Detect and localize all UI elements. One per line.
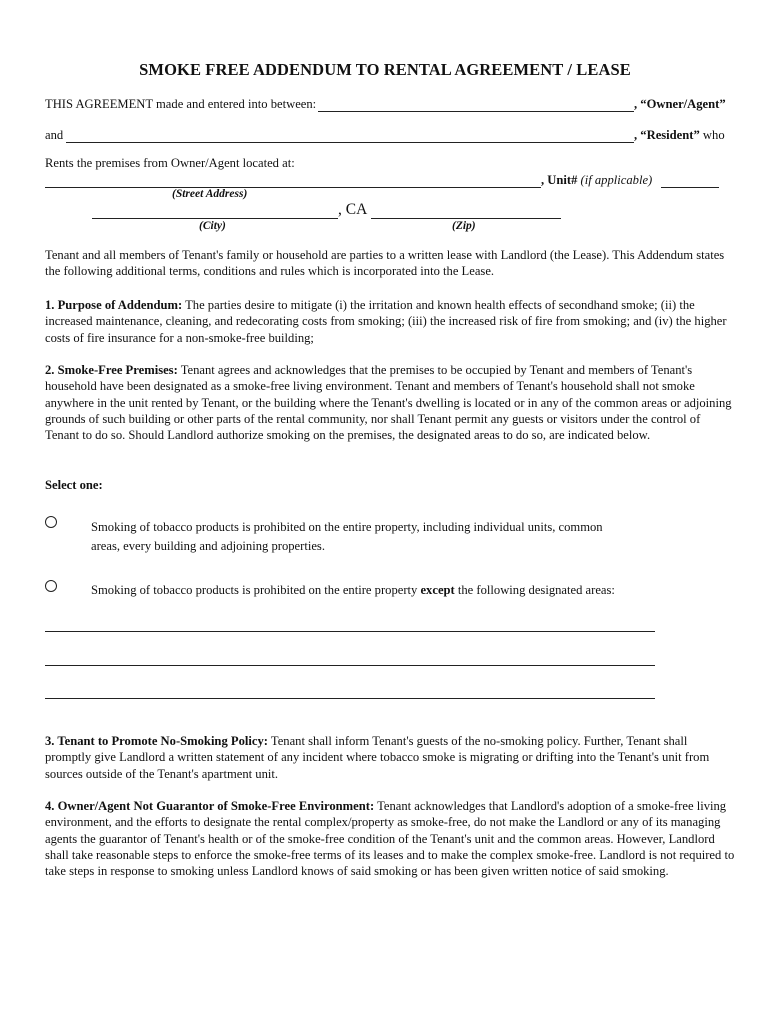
owner-agent-label: , “Owner/Agent” (634, 97, 726, 111)
unit-label-group (541, 173, 652, 188)
designated-area-field-2[interactable] (45, 651, 655, 666)
agreement-prefix: THIS AGREEMENT made and entered into between: (45, 97, 317, 111)
resident-label-group (634, 128, 725, 143)
unit-note: (if applicable) (580, 173, 653, 187)
select-one-label: Select one: (45, 478, 103, 492)
option2-emphasis: except (420, 583, 455, 597)
resident-suffix: who (699, 128, 725, 142)
option2-after: the following designated areas: (454, 583, 615, 597)
option1-line2: areas, every building and adjoining properties. (91, 539, 325, 553)
option2-before: Smoking of tobacco products is prohibited on the entire property (91, 583, 421, 597)
city-caption: (City) (199, 220, 226, 232)
and-prefix: and (45, 128, 64, 142)
premises-intro: Rents the premises from Owner/Agent located at: (45, 156, 295, 170)
section-no-smoking-policy (45, 733, 735, 782)
zip-caption: (Zip) (452, 220, 476, 232)
section-smoke-free-premises (45, 362, 735, 443)
option2-text (91, 583, 615, 598)
resident-label: , “Resident” (634, 128, 700, 142)
section4-heading: 4. Owner/Agent Not Guarantor of Smoke-Free Environment: (45, 799, 375, 813)
option1-radio[interactable] (45, 516, 57, 528)
section-purpose (45, 297, 735, 346)
resident-field[interactable] (66, 128, 634, 143)
zip-field[interactable] (371, 204, 561, 219)
section3-heading: 3. Tenant to Promote No-Smoking Policy: (45, 734, 268, 748)
document-title: SMOKE FREE ADDENDUM TO RENTAL AGREEMENT / LEASE (139, 60, 631, 79)
designated-area-field-1[interactable] (45, 617, 655, 632)
section3-text: Tenant shall inform Tenant's guests of the no-smoking policy. Further, Tenant shall promptly give Landlord a written statement of any incident where tobacco smoke is migrating or drifting into the Tenant's unit from sources outside of the Tenant's apartment unit. (45, 734, 710, 781)
section1-heading: 1. Purpose of Addendum: (45, 298, 183, 312)
city-field[interactable] (92, 204, 338, 219)
section4-text: Tenant acknowledges that Landlord's adoption of a smoke-free living environment, and the efforts to designate the rental complex/property as smoke-free, do not make the Landlord or any of its managing agents the guarantor of Tenant's health or of the smoke-free condition of the Tenant's unit and the common areas. However, Landlord shall take reasonable steps to enforce the smoke-free terms of its leases and to make the complex smoke-free. Landlord is not required to take steps in response to smoking unless Landlord knows of said smoking or has been given written notice of said smoking. (45, 799, 735, 879)
section-not-guarantor (45, 798, 735, 879)
section2-text: Tenant agrees and acknowledges that the premises to be occupied by Tenant and members of Tenant's household have been designated as a smoke-free living environment. Tenant and members of Tenant's household shall not smoke anywhere in the unit rented by Tenant, or the building where the Tenant's dwelling is located or in any of the common areas or adjoining grounds of such building or other parts of the rental community, nor shall Tenant permit any guests or visitors under the control of Tenant to do so. Should Landlord authorize smoking on the premises, the designated areas to do so, are indicated below. (45, 363, 732, 443)
owner-agent-field[interactable] (318, 97, 634, 112)
state-label: , CA (338, 201, 368, 218)
unit-number-field[interactable] (661, 173, 719, 188)
unit-label: , Unit# (541, 173, 578, 187)
intro-paragraph: Tenant and all members of Tenant's family or household are parties to a written lease with Landlord (the Lease). This Addendum states the following additional terms, conditions and rules which is incorporated into the Lease. (45, 248, 725, 279)
option2-radio[interactable] (45, 580, 57, 592)
street-address-field[interactable] (45, 173, 541, 188)
option1-line1: Smoking of tobacco products is prohibited on the entire property, including individual units, common (91, 520, 603, 534)
street-address-caption: (Street Address) (172, 188, 248, 200)
section2-heading: 2. Smoke-Free Premises: (45, 363, 178, 377)
designated-area-field-3[interactable] (45, 684, 655, 699)
section1-text: The parties desire to mitigate (i) the irritation and known health effects of secondhand smoke; (ii) the increased maintenance, cleaning, and redecorating costs from smoking; (iii) the increased risk of fire from smoking; and (iv) the higher costs of fire insurance for a non-smoke-free building; (45, 298, 727, 345)
